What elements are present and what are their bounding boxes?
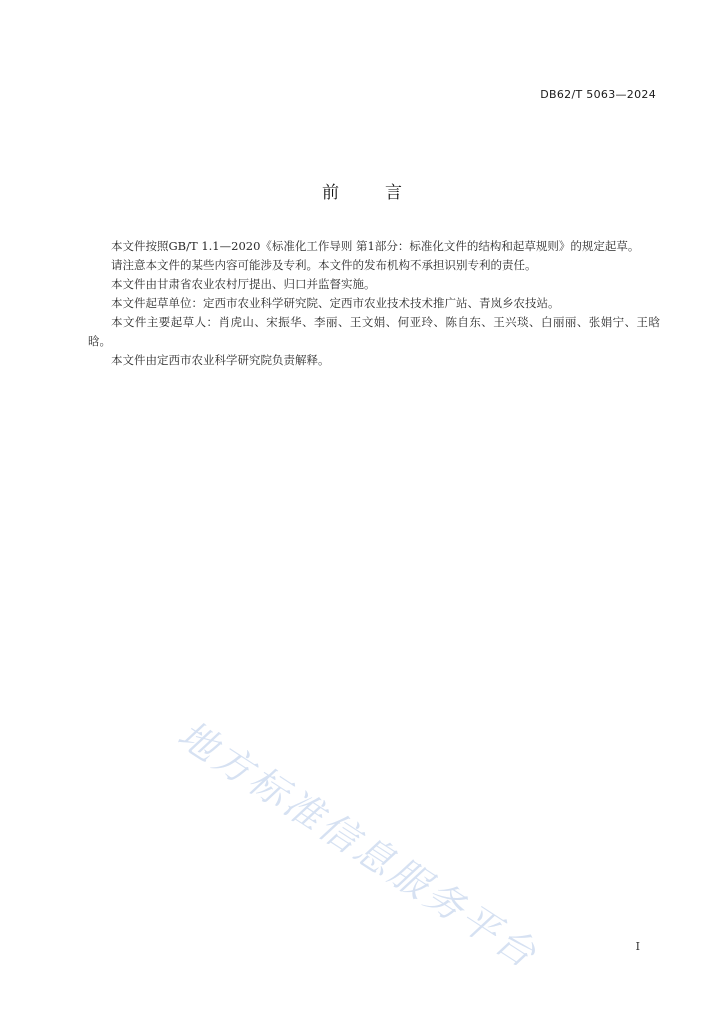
paragraph-interpretation: 本文件由定西市农业科学研究院负责解释。	[111, 353, 330, 367]
foreword-body	[88, 237, 660, 370]
standard-code: DB62/T 5063—2024	[540, 88, 656, 101]
page-title-right: 言	[385, 183, 402, 203]
page-title	[0, 178, 724, 203]
paragraph-drafting-rules: 本文件按照GB/T 1.1—2020《标准化工作导则 第1部分：标准化文件的结构和起草规则》的规定起草。	[111, 239, 640, 253]
watermark: 地方标准信息服务平台	[170, 711, 547, 978]
paragraph-proposer: 本文件由甘肃省农业农村厅提出、归口并监督实施。	[111, 277, 376, 291]
page-title-left: 前	[322, 183, 339, 203]
paragraph-patent-notice: 请注意本文件的某些内容可能涉及专利。本文件的发布机构不承担识别专利的责任。	[111, 258, 537, 272]
paragraph-drafting-units: 本文件起草单位：定西市农业科学研究院、定西市农业技术技术推广站、青岚乡农技站。	[111, 296, 560, 310]
page-number: I	[635, 940, 640, 953]
paragraph-drafters: 本文件主要起草人：肖虎山、宋振华、李丽、王文娟、何亚玲、陈自东、王兴琰、白丽丽、张娟宁、王晗晗。	[88, 315, 660, 348]
